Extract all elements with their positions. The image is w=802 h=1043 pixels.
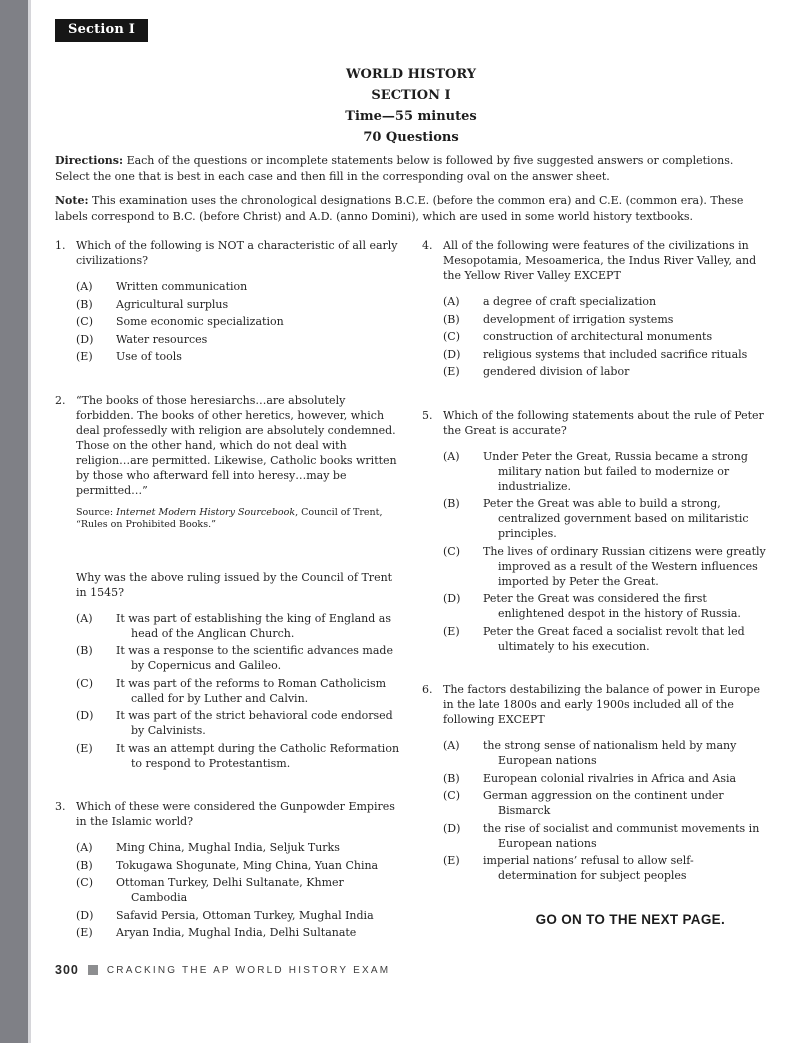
exam-question-count: 70 Questions: [363, 130, 459, 145]
option-row: [76, 349, 400, 364]
question-2: [55, 393, 400, 774]
left-edge-bar: [0, 0, 31, 1043]
option-row: [443, 853, 767, 883]
option-row: [76, 279, 400, 294]
option-row: [76, 908, 400, 923]
left-column: [55, 238, 400, 969]
exam-time-limit: Time—55 minutes: [345, 109, 477, 124]
page-footer: [55, 963, 390, 977]
option-text: Some economic specialization: [116, 315, 284, 328]
option-text: the rise of socialist and communist movements in European nations: [483, 821, 760, 850]
option-row: [443, 788, 767, 818]
option-letter: (C): [76, 876, 93, 889]
option-letter: (E): [76, 741, 93, 755]
option-row: [443, 449, 767, 494]
question-5: [422, 408, 767, 657]
question-stem: The factors destabilizing the balance of power in Europe in the late 1800s and early 1900s included all of the following EXCEPT: [443, 683, 760, 726]
option-row: [76, 840, 400, 855]
exam-title: WORLD HISTORY: [345, 67, 477, 82]
option-row: [443, 496, 767, 541]
options-list: [76, 279, 400, 364]
option-row: [76, 708, 400, 738]
question-1: [55, 238, 400, 367]
option-text: German aggression on the continent under Bismarck: [483, 789, 724, 817]
option-text: It was an attempt during the Catholic Reformation to respond to Protestantism.: [116, 741, 400, 770]
option-row: [76, 925, 400, 940]
exam-section-heading: SECTION I: [371, 88, 451, 103]
option-row: [76, 297, 400, 312]
option-text: religious systems that included sacrifice rituals: [483, 347, 748, 361]
option-row: [443, 821, 767, 851]
option-text: It was part of the strict behavioral code endorsed by Calvinists.: [116, 709, 393, 737]
option-row: [443, 294, 767, 309]
option-letter: (E): [76, 926, 93, 939]
option-letter: (B): [443, 771, 460, 785]
option-row: [76, 611, 400, 641]
exam-header: [55, 64, 767, 148]
option-text: Peter the Great was considered the first enlightened despot in the history of Russia.: [483, 592, 741, 620]
book-title: CRACKING THE AP WORLD HISTORY EXAM: [106, 964, 391, 976]
option-letter: (C): [443, 330, 460, 343]
source-title: Internet Modern History Sourcebook: [116, 506, 296, 518]
question-stem: All of the following were features of the civilizations in Mesopotamia, Mesoamerica, the Indus River Valley, and the Yellow River Valley EXCEPT: [443, 239, 757, 282]
option-row: [76, 875, 400, 905]
option-text: construction of architectural monuments: [483, 330, 713, 343]
option-letter: (A): [76, 841, 93, 854]
option-row: [76, 643, 400, 673]
right-column: [422, 238, 767, 969]
option-letter: (D): [76, 709, 94, 722]
directions-label: Directions:: [55, 154, 124, 167]
option-letter: (A): [76, 611, 93, 625]
option-row: [443, 591, 767, 621]
question-6: [422, 682, 767, 886]
options-list: [76, 611, 400, 771]
options-list: [443, 449, 767, 654]
option-text: Water resources: [116, 332, 208, 346]
question-number: 2.: [55, 393, 66, 407]
option-text: gendered division of labor: [483, 365, 630, 378]
option-letter: (A): [443, 449, 460, 463]
option-text: Peter the Great faced a socialist revolt that led ultimately to his execution.: [483, 624, 745, 653]
question-stem: Why was the above ruling issued by the Council of Trent in 1545?: [76, 570, 393, 599]
option-row: [76, 741, 400, 771]
option-letter: (E): [443, 854, 460, 867]
page-number: 300: [55, 963, 79, 977]
option-text: Peter the Great was able to build a strong, centralized government based on militaristic principles.: [483, 497, 749, 540]
option-letter: (E): [443, 365, 460, 378]
option-text: Under Peter the Great, Russia became a strong military nation but failed to modernize or industrialize.: [483, 449, 748, 493]
options-list: [443, 738, 767, 883]
option-letter: (D): [76, 332, 94, 346]
section-tab: Section I: [55, 19, 148, 42]
option-text: European colonial rivalries in Africa and Asia: [483, 771, 737, 785]
option-row: [443, 624, 767, 654]
option-letter: (C): [76, 676, 93, 690]
option-text: It was part of the reforms to Roman Catholicism called for by Luther and Calvin.: [116, 676, 387, 705]
question-number: 1.: [55, 239, 66, 252]
option-text: the strong sense of nationalism held by many European nations: [483, 739, 737, 767]
go-on-instruction: GO ON TO THE NEXT PAGE.: [535, 911, 725, 927]
directions-paragraph: [55, 153, 767, 184]
option-row: [443, 771, 767, 786]
question-number: 4.: [422, 239, 433, 252]
option-row: [76, 332, 400, 347]
option-letter: (E): [443, 624, 460, 638]
option-row: [443, 544, 767, 589]
option-text: development of irrigation systems: [483, 312, 674, 326]
question-stem: Which of the following statements about the rule of Peter the Great is accurate?: [443, 408, 764, 437]
option-text: The lives of ordinary Russian citizens were greatly improved as a result of the Western influences imported by Peter the Great.: [483, 544, 766, 588]
option-text: Tokugawa Shogunate, Ming China, Yuan China: [116, 858, 379, 872]
option-text: Ottoman Turkey, Delhi Sultanate, Khmer Cambodia: [116, 876, 344, 904]
option-text: It was part of establishing the king of England as head of the Anglican Church.: [116, 611, 391, 640]
question-stem: Which of the following is NOT a characteristic of all early civilizations?: [76, 239, 398, 267]
option-letter: (A): [76, 280, 93, 293]
option-row: [76, 314, 400, 329]
question-number: 6.: [422, 683, 433, 696]
option-text: Safavid Persia, Ottoman Turkey, Mughal India: [116, 908, 374, 922]
option-letter: (B): [443, 497, 460, 510]
option-letter: (D): [443, 347, 461, 361]
note-text: This examination uses the chronological designations B.C.E. (before the common era) and C.E. (common era). These labels correspond to B.C. (before Christ) and A.D. (anno Domini), which are used in some world history textbooks.: [55, 194, 744, 223]
option-letter: (B): [76, 644, 93, 657]
option-letter: (C): [443, 789, 460, 802]
source-citation: Source: Internet Modern History Sourcebook, Council of Trent, “Rules on Prohibited Books.”: [76, 506, 383, 530]
note-label: Note:: [55, 194, 89, 207]
option-letter: (E): [76, 350, 93, 363]
option-text: Use of tools: [116, 350, 182, 363]
option-letter: (B): [443, 312, 460, 326]
option-letter: (D): [443, 592, 461, 605]
question-3: [55, 799, 400, 943]
option-row: [443, 738, 767, 768]
option-text: Ming China, Mughal India, Seljuk Turks: [116, 841, 340, 854]
question-4: [422, 238, 767, 382]
option-text: imperial nations’ refusal to allow self-determination for subject peoples: [483, 854, 694, 882]
question-columns: [55, 238, 767, 969]
option-row: [443, 329, 767, 344]
question-number: 5.: [422, 408, 433, 422]
option-text: Written communication: [116, 280, 248, 293]
directions-text: Each of the questions or incomplete statements below is followed by five suggested answers or completions. Select the one that is best in each case and then fill in the corresponding oval on the answer sheet.: [55, 154, 734, 183]
option-letter: (D): [443, 821, 461, 835]
options-list: [443, 294, 767, 379]
footer-square-icon: [88, 965, 98, 975]
option-row: [443, 364, 767, 379]
note-paragraph: [55, 193, 767, 224]
option-text: a degree of craft specialization: [483, 295, 657, 308]
option-text: It was a response to the scientific advances made by Copernicus and Galileo.: [116, 644, 393, 672]
question-number: 3.: [55, 800, 66, 813]
page-content: [55, 64, 767, 969]
option-letter: (C): [443, 544, 460, 558]
option-row: [76, 858, 400, 873]
option-letter: (B): [76, 858, 93, 872]
option-row: [443, 312, 767, 327]
option-letter: (C): [76, 315, 93, 328]
option-row: [443, 347, 767, 362]
question-stem: Which of these were considered the Gunpowder Empires in the Islamic world?: [76, 800, 395, 828]
option-text: Aryan India, Mughal India, Delhi Sultanate: [116, 926, 357, 939]
option-row: [76, 676, 400, 706]
option-letter: (A): [443, 295, 460, 308]
option-letter: (A): [443, 739, 460, 752]
option-letter: (D): [76, 908, 94, 922]
option-letter: (B): [76, 297, 93, 311]
question-quote: “The books of those heresiarchs…are absolutely forbidden. The books of other heretics, however, which deal professedly with religion are absolutely condemned. Those on the other hand, which do not deal with religion…are permitted. Likewise, Catholic books written by those who afterward fell into heresy…may be permitted…”: [76, 393, 397, 497]
option-text: Agricultural surplus: [116, 297, 229, 311]
options-list: [76, 840, 400, 940]
